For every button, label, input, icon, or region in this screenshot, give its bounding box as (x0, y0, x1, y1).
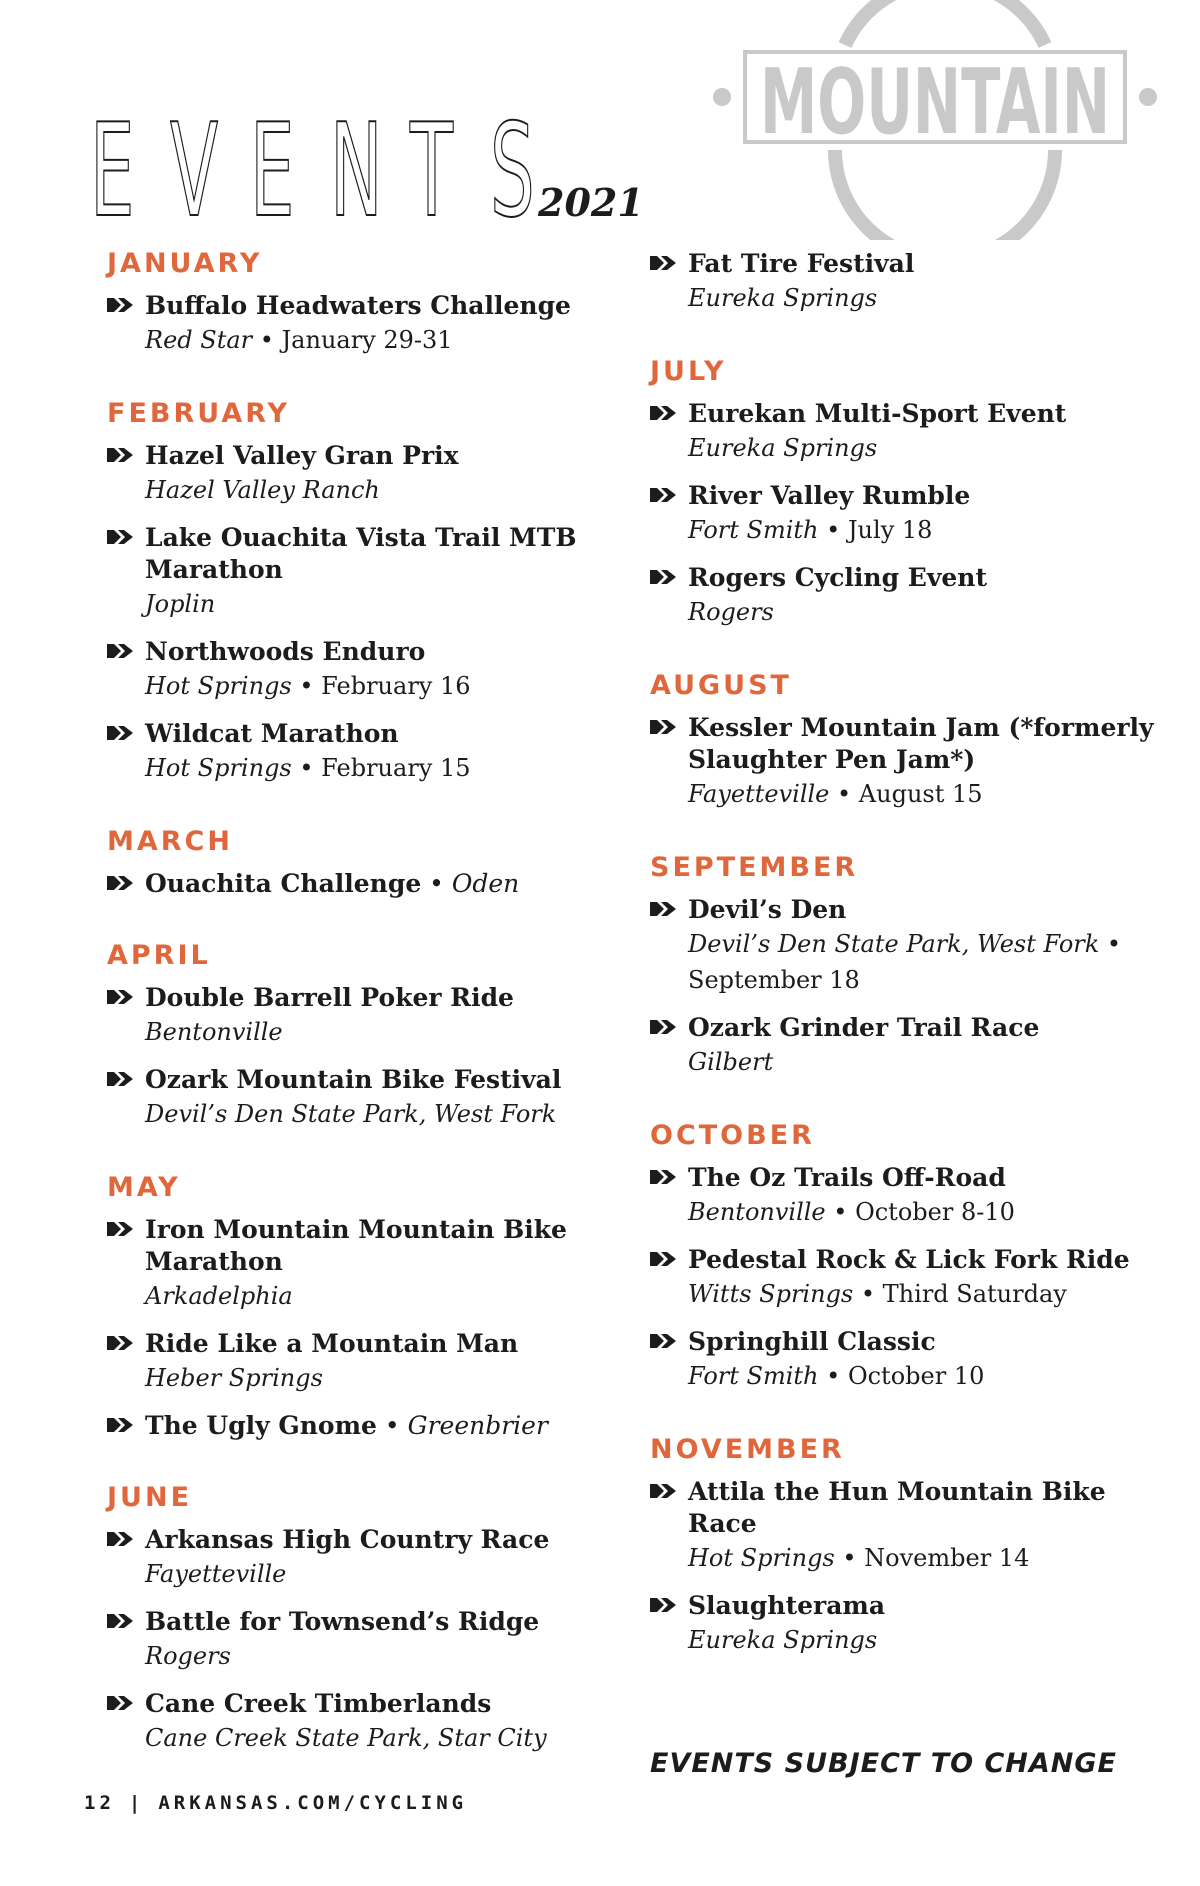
event-name (688, 1244, 1170, 1276)
mountain-badge (700, 0, 1170, 240)
double-chevron-arrow-icon (650, 568, 678, 586)
event-location: Fort Smith (688, 1362, 819, 1390)
event-item (107, 440, 627, 508)
double-chevron-arrow-icon (650, 1596, 678, 1614)
event-location: Hot Springs (688, 1544, 835, 1572)
event-title: Double Barrell Poker Ride (145, 983, 514, 1012)
event-name (145, 636, 627, 668)
badge-dot-left (713, 88, 731, 106)
event-item (650, 1476, 1170, 1576)
double-chevron-arrow-icon (650, 1332, 678, 1350)
event-item (107, 290, 627, 358)
event-title: Devil’s Den (688, 895, 847, 924)
event-location: Hazel Valley Ranch (145, 476, 380, 504)
event-location: Eureka Springs (688, 1626, 878, 1654)
event-name (688, 1476, 1170, 1540)
title-letter: E (250, 97, 295, 246)
event-date: October 8-10 (855, 1198, 1015, 1226)
page-footer (84, 1792, 467, 1814)
double-chevron-arrow-icon (650, 404, 678, 422)
badge-ring-top (845, 0, 1045, 45)
double-chevron-arrow-icon (650, 718, 678, 736)
month-heading: MARCH (107, 826, 233, 857)
event-name (145, 1606, 627, 1638)
double-chevron-arrow-icon (107, 988, 135, 1006)
event-location: Fort Smith (688, 516, 819, 544)
event-item (107, 1524, 627, 1592)
event-item (650, 1326, 1170, 1394)
event-location: Greenbrier (407, 1411, 548, 1440)
bullet-separator: • (834, 1544, 865, 1572)
event-location: Rogers (688, 598, 774, 626)
double-chevron-arrow-icon (107, 296, 135, 314)
event-item (650, 712, 1170, 812)
event-title: Attila the Hun Mountain Bike Race (688, 1477, 1106, 1538)
event-details (688, 1622, 1170, 1658)
double-chevron-arrow-icon (107, 1416, 135, 1434)
badge-ring-bottom (835, 150, 1055, 240)
event-item (650, 562, 1170, 630)
event-name (145, 522, 627, 586)
event-date: July 18 (847, 516, 933, 544)
event-name (145, 868, 627, 900)
footer-url[interactable]: ARKANSAS.COM/CYCLING (158, 1792, 468, 1814)
event-item (650, 1162, 1170, 1230)
event-title: Wildcat Marathon (145, 719, 399, 748)
event-details (688, 1194, 1170, 1230)
events-column-right (650, 248, 1170, 1672)
event-title: Ouachita Challenge (145, 869, 422, 898)
double-chevron-arrow-icon (107, 1334, 135, 1352)
event-details (688, 1358, 1170, 1394)
month-heading: OCTOBER (650, 1120, 815, 1151)
event-title: The Ugly Gnome (145, 1411, 377, 1440)
double-chevron-arrow-icon (107, 528, 135, 546)
event-name (688, 712, 1170, 776)
double-chevron-arrow-icon (650, 1168, 678, 1186)
event-date: October 10 (847, 1362, 985, 1390)
bullet-separator: • (252, 326, 282, 354)
event-name (688, 894, 1170, 926)
section-spacer (650, 330, 1170, 356)
event-details (145, 472, 627, 508)
event-title: Springhill Classic (688, 1327, 936, 1356)
section-spacer (107, 914, 627, 940)
double-chevron-arrow-icon (107, 1220, 135, 1238)
event-date: January 29-31 (281, 326, 453, 354)
event-item (107, 1214, 627, 1314)
event-name (688, 248, 1170, 280)
title-year: 2021 (538, 180, 644, 225)
event-item (650, 248, 1170, 316)
month-heading: SEPTEMBER (650, 852, 859, 883)
event-date: August 15 (858, 780, 983, 808)
event-details (145, 1638, 627, 1674)
double-chevron-arrow-icon (650, 1482, 678, 1500)
badge-text: MOUNTAIN (760, 50, 1110, 155)
title-letters (90, 97, 538, 246)
section-spacer (650, 1094, 1170, 1120)
event-location: Fayetteville (688, 780, 830, 808)
event-title: Pedestal Rock & Lick Fork Ride (688, 1245, 1130, 1274)
title-letter: N (330, 97, 383, 246)
event-location: Red Star (145, 326, 253, 354)
month-heading: MAY (107, 1172, 181, 1203)
event-name (145, 1214, 627, 1278)
double-chevron-arrow-icon (650, 1018, 678, 1036)
event-location: Hot Springs (145, 754, 292, 782)
event-details (145, 322, 627, 358)
event-name (688, 1326, 1170, 1358)
event-title: Buffalo Headwaters Challenge (145, 291, 571, 320)
double-chevron-arrow-icon (107, 1070, 135, 1088)
double-chevron-arrow-icon (107, 642, 135, 660)
event-details (145, 1360, 627, 1396)
event-name (688, 480, 1170, 512)
double-chevron-arrow-icon (107, 1694, 135, 1712)
event-location: Eureka Springs (688, 434, 878, 462)
event-item (650, 1012, 1170, 1080)
bullet-separator: • (376, 1411, 408, 1440)
section-spacer (650, 826, 1170, 852)
event-item (107, 868, 627, 900)
double-chevron-arrow-icon (107, 724, 135, 742)
event-name (145, 290, 627, 322)
double-chevron-arrow-icon (650, 254, 678, 272)
event-item (107, 1410, 627, 1442)
events-column-left (107, 248, 627, 1770)
section-spacer (107, 1146, 627, 1172)
event-name (145, 1410, 627, 1442)
event-title: Ozark Mountain Bike Festival (145, 1065, 562, 1094)
double-chevron-arrow-icon (107, 1530, 135, 1548)
month-heading: JUNE (107, 1482, 193, 1513)
event-name (145, 1328, 627, 1360)
event-location: Eureka Springs (688, 284, 878, 312)
page-number: 12 (84, 1792, 115, 1814)
event-location: Heber Springs (145, 1364, 323, 1392)
footer-separator: | (128, 1792, 145, 1814)
event-title: The Oz Trails Off-Road (688, 1163, 1006, 1192)
bullet-separator: • (1099, 930, 1122, 958)
section-spacer (107, 800, 627, 826)
event-location: Devil’s Den State Park, West Fork (688, 930, 1100, 958)
event-title: Battle for Townsend’s Ridge (145, 1607, 540, 1636)
event-title: Slaughterama (688, 1591, 886, 1620)
event-details (145, 586, 627, 622)
event-details (688, 1540, 1170, 1576)
event-title: Arkansas High Country Race (145, 1525, 550, 1554)
event-location: Joplin (145, 590, 216, 618)
event-details (145, 1014, 627, 1050)
event-name (145, 1688, 627, 1720)
event-item (650, 1244, 1170, 1312)
month-heading: FEBRUARY (107, 398, 291, 429)
event-details (688, 280, 1170, 316)
event-item (650, 480, 1170, 548)
badge-dot-right (1139, 88, 1157, 106)
event-location: Bentonville (688, 1198, 826, 1226)
double-chevron-arrow-icon (107, 1612, 135, 1630)
double-chevron-arrow-icon (650, 486, 678, 504)
event-location: Devil’s Den State Park, West Fork (145, 1100, 557, 1128)
double-chevron-arrow-icon (650, 900, 678, 918)
bullet-separator: • (818, 516, 848, 544)
event-item (650, 894, 1170, 998)
disclaimer: EVENTS SUBJECT TO CHANGE (650, 1748, 1117, 1779)
event-item (107, 522, 627, 622)
event-title: Lake Ouachita Vista Trail MTB Marathon (145, 523, 577, 584)
event-title: River Valley Rumble (688, 481, 971, 510)
month-heading: AUGUST (650, 670, 792, 701)
page-title (90, 97, 538, 246)
bullet-separator: • (853, 1280, 883, 1308)
event-details (145, 1556, 627, 1592)
event-details (688, 1044, 1170, 1080)
event-details (688, 512, 1170, 548)
section-spacer (650, 644, 1170, 670)
title-letter: T (410, 97, 454, 246)
double-chevron-arrow-icon (107, 446, 135, 464)
event-name (145, 982, 627, 1014)
event-name (145, 718, 627, 750)
section-spacer (107, 372, 627, 398)
event-item (107, 1328, 627, 1396)
event-item (650, 1590, 1170, 1658)
event-name (688, 1012, 1170, 1044)
event-details (688, 926, 1170, 998)
bullet-separator: • (825, 1198, 856, 1226)
event-title: Iron Mountain Mountain Bike Marathon (145, 1215, 567, 1276)
month-heading: JULY (650, 356, 727, 387)
double-chevron-arrow-icon (107, 874, 135, 892)
event-name (145, 440, 627, 472)
bullet-separator: • (818, 1362, 848, 1390)
event-location: Fayetteville (145, 1560, 287, 1588)
event-location: Cane Creek State Park, Star City (145, 1724, 547, 1752)
event-name (688, 1590, 1170, 1622)
event-name (688, 562, 1170, 594)
event-name (145, 1524, 627, 1556)
bullet-separator: • (291, 754, 322, 782)
event-item (107, 982, 627, 1050)
event-location: Gilbert (688, 1048, 774, 1076)
event-item (107, 1606, 627, 1674)
event-title: Fat Tire Festival (688, 249, 915, 278)
bullet-separator: • (421, 869, 452, 898)
event-item (107, 636, 627, 704)
month-heading: NOVEMBER (650, 1434, 845, 1465)
event-title: Ride Like a Mountain Man (145, 1329, 519, 1358)
event-date: November 14 (864, 1544, 1030, 1572)
event-location: Oden (451, 869, 520, 898)
event-title: Rogers Cycling Event (688, 563, 987, 592)
event-item (107, 1688, 627, 1756)
bullet-separator: • (291, 672, 322, 700)
event-name (688, 398, 1170, 430)
event-location: Hot Springs (145, 672, 292, 700)
event-date: Third Saturday (882, 1280, 1067, 1308)
event-date: February 15 (321, 754, 471, 782)
bullet-separator: • (829, 780, 859, 808)
event-title: Eurekan Multi-Sport Event (688, 399, 1067, 428)
event-title: Hazel Valley Gran Prix (145, 441, 459, 470)
event-title: Northwoods Enduro (145, 637, 426, 666)
event-location: Rogers (145, 1642, 231, 1670)
event-details (688, 1276, 1170, 1312)
event-date: September 18 (688, 966, 860, 994)
event-details (145, 668, 627, 704)
event-location: Arkadelphia (145, 1282, 293, 1310)
section-spacer (650, 1408, 1170, 1434)
title-letter: V (170, 97, 219, 246)
event-location: Bentonville (145, 1018, 283, 1046)
event-details (145, 750, 627, 786)
event-details (145, 1096, 627, 1132)
event-date: February 16 (321, 672, 471, 700)
event-details (145, 1720, 627, 1756)
event-item (650, 398, 1170, 466)
event-title: Kessler Mountain Jam (*formerly Slaughter Pen Jam*) (688, 713, 1154, 774)
month-heading: JANUARY (107, 248, 263, 279)
event-location: Witts Springs (688, 1280, 854, 1308)
event-title: Cane Creek Timberlands (145, 1689, 492, 1718)
month-heading: APRIL (107, 940, 211, 971)
event-item (107, 718, 627, 786)
event-item (107, 1064, 627, 1132)
title-letter: E (90, 97, 135, 246)
event-name (145, 1064, 627, 1096)
double-chevron-arrow-icon (650, 1250, 678, 1268)
event-details (688, 776, 1170, 812)
event-title: Ozark Grinder Trail Race (688, 1013, 1040, 1042)
event-details (145, 1278, 627, 1314)
section-spacer (107, 1456, 627, 1482)
title-letter: S (490, 97, 535, 246)
event-name (688, 1162, 1170, 1194)
event-details (688, 430, 1170, 466)
event-details (688, 594, 1170, 630)
